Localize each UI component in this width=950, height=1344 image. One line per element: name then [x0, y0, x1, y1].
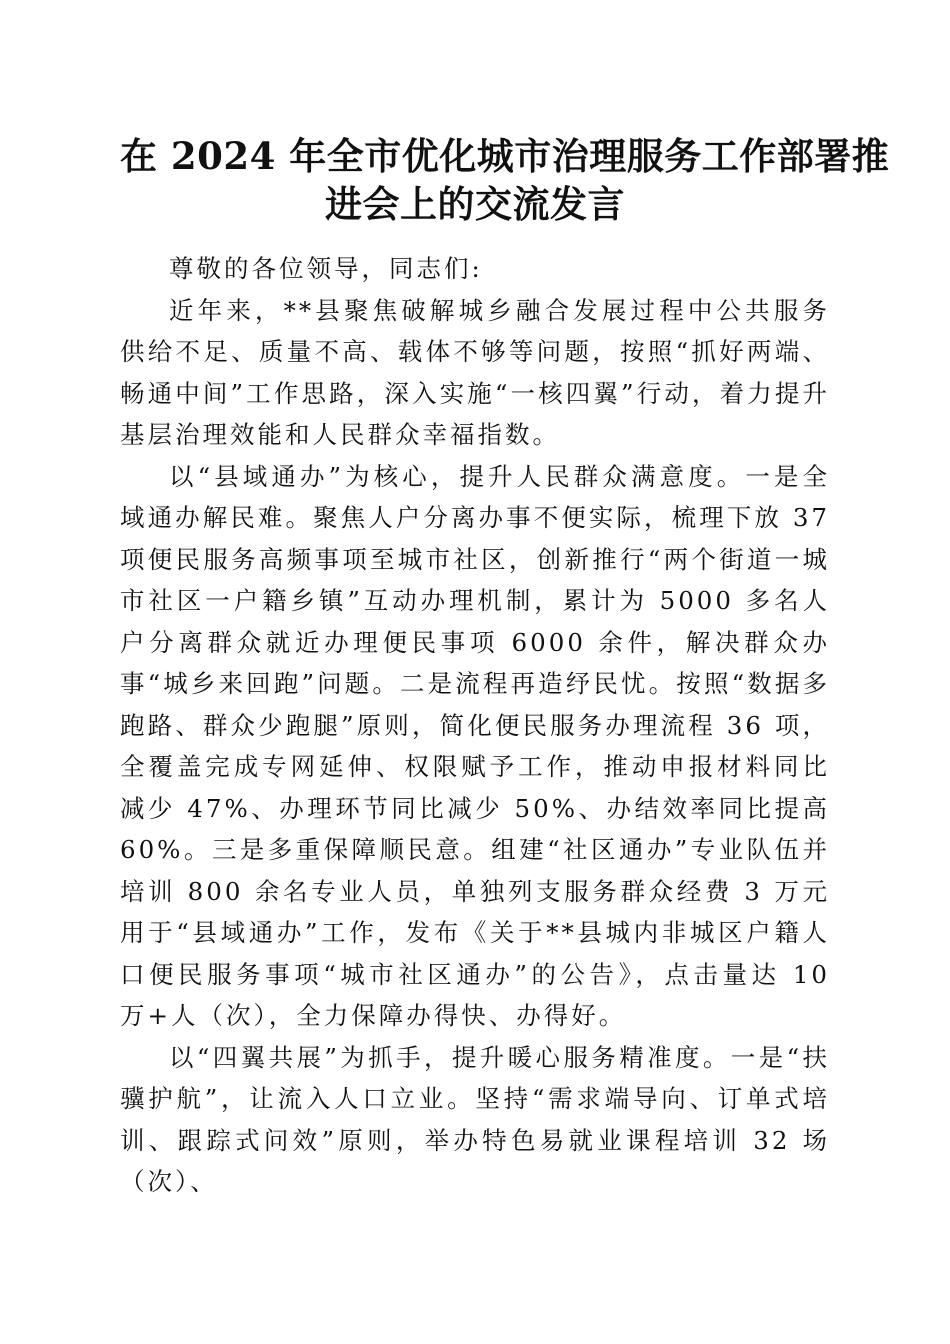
paragraph-four-wings: 以“四翼共展”为抓手，提升暖心服务精准度。一是“扶骥护航”，让流入人口立业。坚持“需求端导向、订单式培训、跟踪式问效”原则，举办特色易就业课程培训 32 场（次）、 — [120, 1042, 830, 1196]
paragraph-intro: 近年来，**县聚焦破解城乡融合发展过程中公共服务供给不足、质量不高、载体不够等问题，按照“抓好两端、畅通中间”工作思路，深入实施“一核四翼”行动，着力提升基层治理效能和人民群众幸福指数。 — [120, 295, 830, 449]
title-line-1: 在 2024 年全市优化城市治理服务工作部署推 — [120, 134, 890, 178]
paragraph-county-service: 以“县域通办”为核心，提升人民群众满意度。一是全域通办解民难。聚焦人户分离办事不便实际，梳理下放 37 项便民服务高频事项至城市社区，创新推行“两个街道一城市社区一户籍乡镇”互动办理机制，累计为 5000 多名人户分离群众就近办理便民事项 6000 余件，解决群众办事“城乡来回跑”问题。二是流程再造纾民忧。按照“数据多跑路、群众少跑腿”原则，简化便民服务办理流程 36 项，全覆盖完成专网延伸、权限赋予工作，推动申报材料同比减少 47%、办理环节同比减少 50%、办结效率同比提高 60%。三是多重保障顺民意。组建“社区通办”专业队伍并培训 800 余名专业人员，单独列支服务群众经费 3 万元用于“县域通办”工作，发布《关于**县城内非城区户籍人口便民服务事项“城市社区通办”的公告》，点击量达 10 万+人（次），全力保障办得快、办得好。 — [120, 461, 830, 1030]
document-body — [120, 248, 830, 1203]
title-line-2: 进会上的交流发言 — [325, 182, 625, 226]
document-title — [120, 132, 890, 228]
salutation: 尊敬的各位领导，同志们: — [169, 254, 483, 283]
